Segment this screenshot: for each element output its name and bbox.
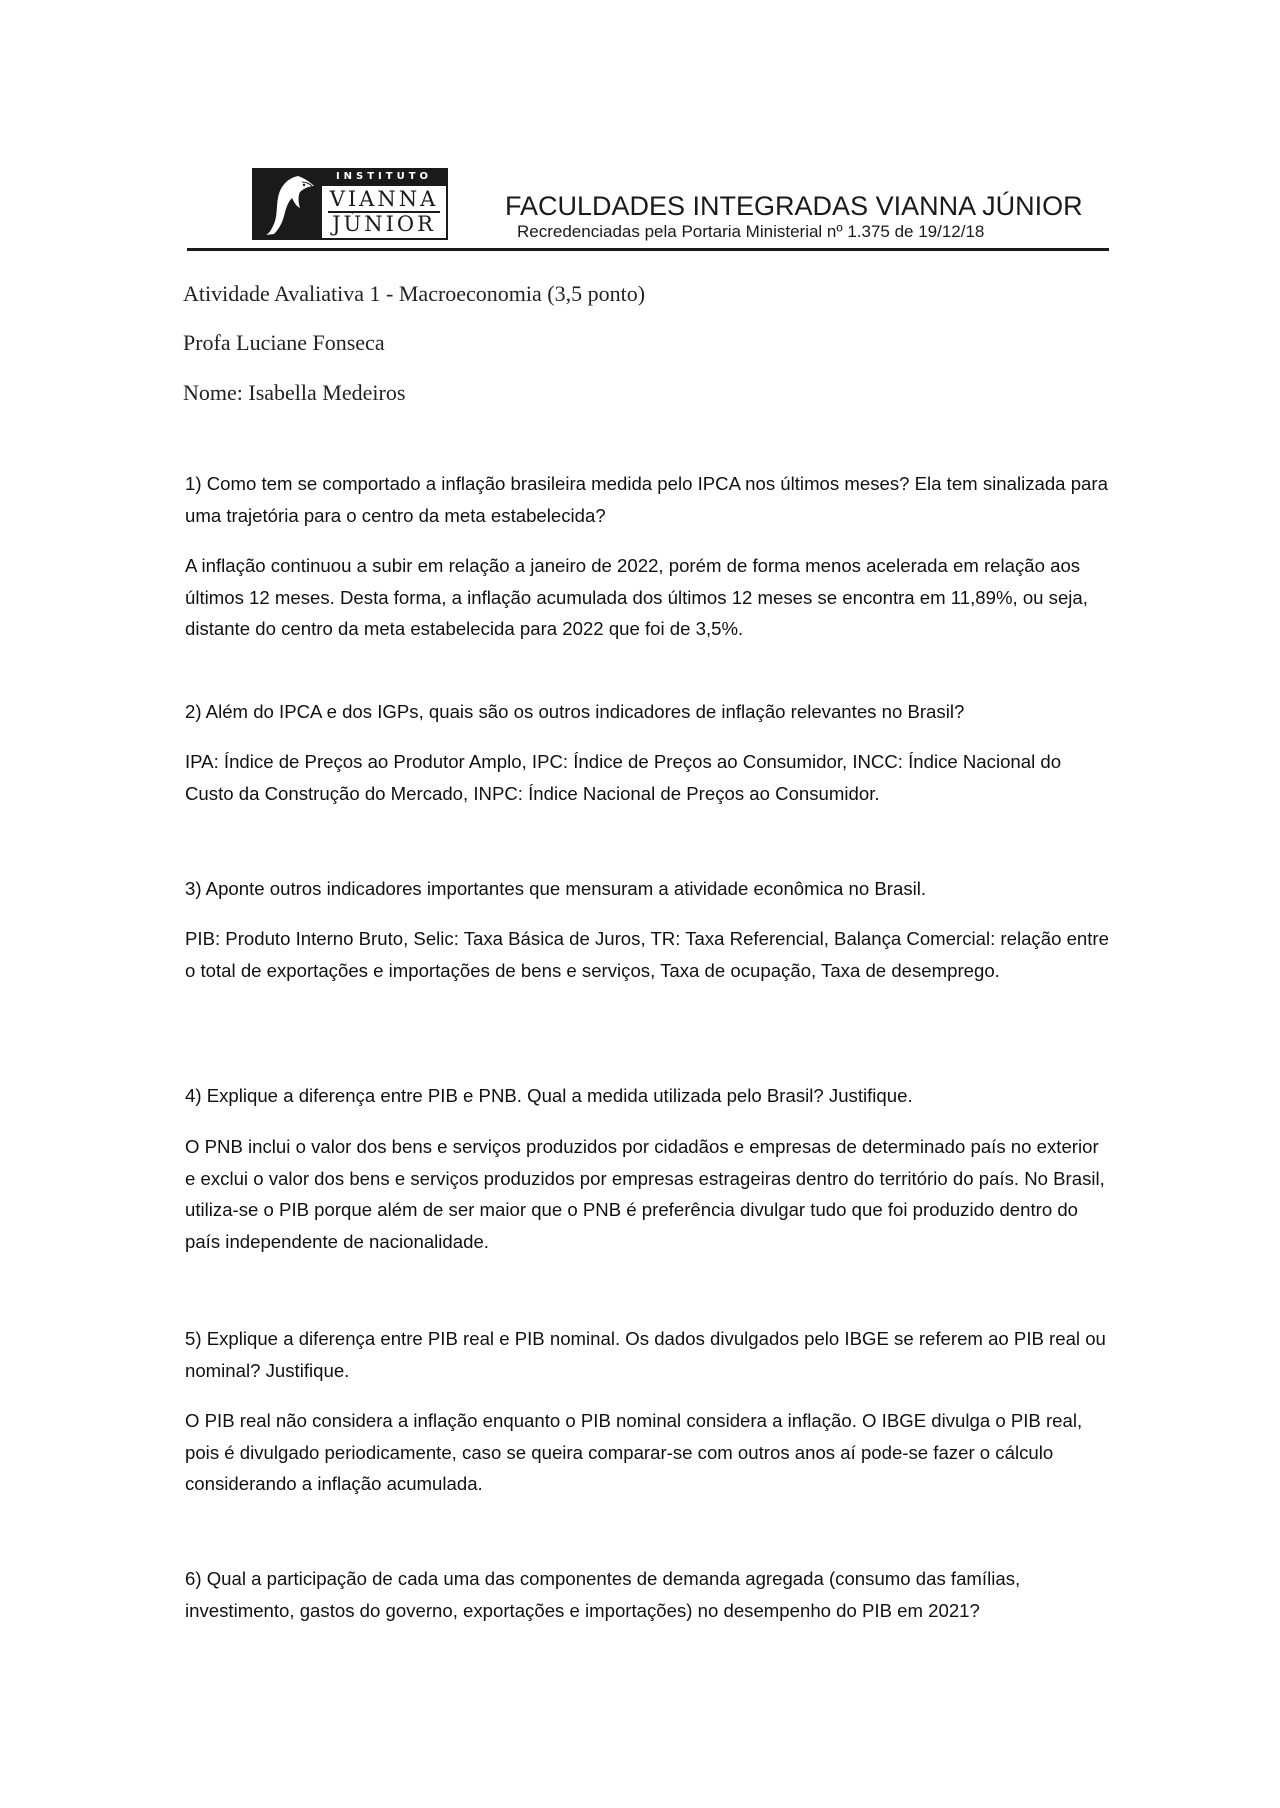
professor-name: Profa Luciane Fonseca xyxy=(183,330,385,355)
header-divider xyxy=(187,248,1109,251)
student-name: Nome: Isabella Medeiros xyxy=(183,380,406,405)
question-6: 6) Qual a participação de cada uma das componentes de demanda agregada (consumo das famílias, investimento, gastos do governo, exportações e importações) no desempenho do PIB em 2021? xyxy=(185,1568,1021,1621)
question-4: 4) Explique a diferença entre PIB e PNB. Qual a medida utilizada pelo Brasil? Justifique. xyxy=(185,1085,913,1106)
institution-logo xyxy=(252,168,448,240)
document-header xyxy=(187,168,1109,252)
question-2: 2) Além do IPCA e dos IGPs, quais são os outros indicadores de inflação relevantes no Brasil? xyxy=(185,701,965,722)
assignment-title: Atividade Avaliativa 1 - Macroeconomia (3,5 ponto) xyxy=(183,281,646,306)
question-1: 1) Como tem se comportado a inflação brasileira medida pelo IPCA nos últimos meses? Ela tem sinalizada para uma trajetória para o centro da meta estabelecida? xyxy=(185,473,1108,526)
answer-3: PIB: Produto Interno Bruto, Selic: Taxa Básica de Juros, TR: Taxa Referencial, Balança Comercial: relação entre o total de exportações e importações de bens e serviços, Taxa de ocupação, Taxa de desemprego. xyxy=(185,928,1109,981)
institution-subtitle: Recredenciadas pela Portaria Ministerial nº 1.375 de 19/12/18 xyxy=(517,222,985,241)
institution-name: FACULDADES INTEGRADAS VIANNA JÚNIOR xyxy=(505,191,1083,221)
question-5: 5) Explique a diferença entre PIB real e PIB nominal. Os dados divulgados pelo IBGE se referem ao PIB real ou nominal? Justifique. xyxy=(185,1328,1106,1381)
answer-1: A inflação continuou a subir em relação a janeiro de 2022, porém de forma menos acelerada em relação aos últimos 12 meses. Desta forma, a inflação acumulada dos últimos 12 meses se encontra em 11,89%, ou seja, distante do centro da meta estabelecida para 2022 que foi de 3,5%. xyxy=(185,555,1088,639)
logo-line-junior: JÚNIOR xyxy=(332,212,436,236)
logo-wordmark xyxy=(322,186,446,238)
logo-line-vianna: VIANNA xyxy=(329,187,439,211)
logo-band-text: INSTITUTO xyxy=(322,170,446,184)
question-3: 3) Aponte outros indicadores importantes que mensuram a atividade econômica no Brasil. xyxy=(185,878,927,899)
answer-2: IPA: Índice de Preços ao Produtor Amplo, IPC: Índice de Preços ao Consumidor, INCC: Índice Nacional do Custo da Construção do Mercado, INPC: Índice Nacional de Preços ao Consumidor. xyxy=(185,751,1062,804)
answer-5: O PIB real não considera a inflação enquanto o PIB nominal considera a inflação. O IBGE divulga o PIB real, pois é divulgado periodicamente, caso se queira comparar-se com outros anos aí pode-se fazer o cálculo considerando a inflação acumulada. xyxy=(185,1410,1083,1494)
answer-4: O PNB inclui o valor dos bens e serviços produzidos por cidadãos e empresas de determinado país no exterior e exclui o valor dos bens e serviços produzidos por empresas estrageiras dentro do território do país. No Brasil, utiliza-se o PIB porque além de ser maior que o PNB é preferência divulgar tudo que foi produzido dentro do país independente de nacionalidade. xyxy=(185,1136,1105,1252)
dolphin-icon xyxy=(258,172,316,236)
